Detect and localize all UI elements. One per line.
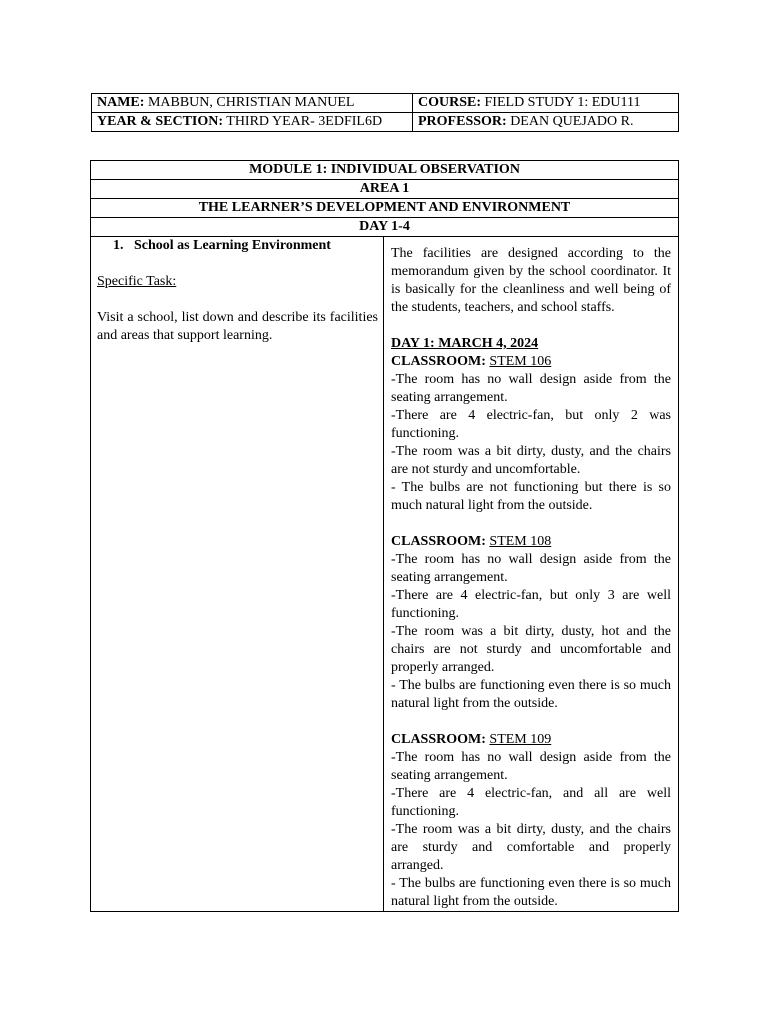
classroom-note: -There are 4 electric-fan, and all are well functioning. [391, 786, 671, 819]
name-value: MABBUN, CHRISTIAN MANUEL [147, 95, 355, 110]
classroom-note: -The room has no wall design aside from the seating arrangement. [391, 750, 671, 783]
year-section-cell [92, 113, 413, 132]
task-label: Specific Task: [97, 274, 177, 289]
classroom-heading [391, 533, 671, 551]
task-cell [91, 237, 384, 912]
classroom-note: -The room has no wall design aside from the seating arrangement. [391, 372, 671, 405]
course-value: FIELD STUDY 1: EDU111 [484, 95, 641, 110]
course-cell [413, 94, 679, 113]
classroom-block [391, 731, 671, 911]
item-heading [97, 237, 378, 255]
classroom-note: -There are 4 electric-fan, but only 2 was functioning. [391, 408, 671, 441]
module-title: MODULE 1: INDIVIDUAL OBSERVATION [91, 161, 679, 180]
item-title: School as Learning Environment [134, 238, 331, 253]
topic-title: THE LEARNER’S DEVELOPMENT AND ENVIRONMENT [91, 199, 679, 218]
classroom-heading [391, 731, 671, 749]
item-number: 1. [113, 238, 124, 253]
classroom-room: STEM 108 [489, 534, 552, 549]
year-section-value: THIRD YEAR- 3EDFIL6D [226, 114, 383, 129]
classroom-note: -The room was a bit dirty, dusty, hot and the chairs are not sturdy and uncomfortable and properly arranged. [391, 624, 671, 675]
classroom-note: -The room was a bit dirty, dusty, and the chairs are not sturdy and uncomfortable. [391, 444, 671, 477]
classroom-room: STEM 106 [489, 354, 552, 369]
classroom-label: CLASSROOM: [391, 354, 486, 369]
observation-cell [384, 237, 679, 912]
classroom-note: - The bulbs are functioning even there is so much natural light from the outside. [391, 876, 671, 909]
name-cell [92, 94, 413, 113]
days-title: DAY 1-4 [91, 218, 679, 237]
classroom-list [391, 353, 671, 911]
course-label: COURSE: [418, 95, 482, 110]
year-section-label: YEAR & SECTION: [97, 114, 224, 129]
classroom-heading [391, 353, 671, 371]
classroom-note: - The bulbs are not functioning but there is so much natural light from the outside. [391, 480, 671, 513]
classroom-note: -There are 4 electric-fan, but only 3 are well functioning. [391, 588, 671, 621]
area-title: AREA 1 [91, 180, 679, 199]
day-heading: DAY 1: MARCH 4, 2024 [391, 336, 539, 351]
student-info-table [91, 93, 679, 132]
classroom-note: -The room has no wall design aside from the seating arrangement. [391, 552, 671, 585]
classroom-room: STEM 109 [489, 732, 552, 747]
classroom-label: CLASSROOM: [391, 732, 486, 747]
professor-label: PROFESSOR: [418, 114, 507, 129]
professor-value: DEAN QUEJADO R. [510, 114, 634, 129]
classroom-note: - The bulbs are functioning even there is so much natural light from the outside. [391, 678, 671, 711]
observation-table [90, 160, 679, 912]
classroom-label: CLASSROOM: [391, 534, 486, 549]
professor-cell [413, 113, 679, 132]
name-label: NAME: [97, 95, 145, 110]
classroom-block [391, 353, 671, 515]
intro-text: The facilities are designed according to the memorandum given by the school coordinator. It is basically for the cleanliness and well being of the students, teachers, and school staffs. [391, 246, 671, 315]
info-row-1 [92, 94, 679, 113]
task-text: Visit a school, list down and describe its facilities and areas that support learning. [97, 310, 378, 343]
info-row-2 [92, 113, 679, 132]
classroom-note: -The room was a bit dirty, dusty, and the chairs are sturdy and comfortable and properly arranged. [391, 822, 671, 873]
classroom-block [391, 533, 671, 713]
